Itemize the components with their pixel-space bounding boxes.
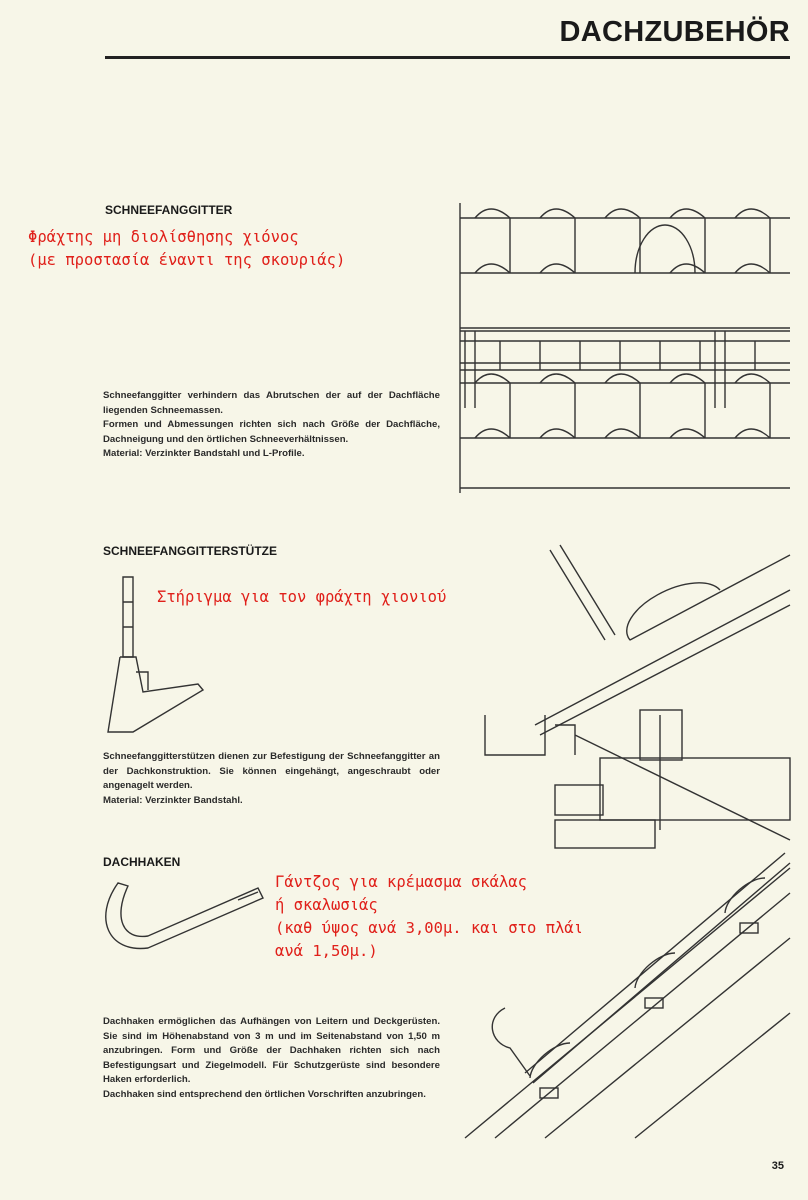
paragraph-line: Schneefanggitter verhindern das Abrutschen der auf der Dachfläche liegenden Schneemassen. (103, 390, 440, 416)
greek-line: (με προστασία έναντι της σκουριάς) (28, 251, 346, 269)
paragraph-line: Material: Verzinkter Bandstahl und L-Profile. (103, 448, 305, 459)
snow-guard-support-section-illustration (470, 530, 795, 850)
paragraph-schneefanggitter (103, 389, 440, 462)
title-rule (105, 56, 790, 59)
snow-guard-support-illustration (98, 572, 210, 740)
greek-note-1 (28, 226, 345, 272)
paragraph-line: Dachhaken sind entsprechend den örtlichen Vorschriften anzubringen. (103, 1088, 426, 1100)
paragraph-line: Schneefanggitterstützen dienen zur Befestigung der Schneefanggitter an der Dachkonstruktion. Sie können eingehängt, angeschraubt oder angenagelt werden. (103, 751, 440, 791)
paragraph-dachhaken (103, 1015, 440, 1102)
roof-hook-section-illustration (455, 848, 795, 1148)
greek-line: ή σκαλωσιάς (275, 896, 378, 914)
page-number: 35 (771, 1160, 784, 1172)
paragraph-line: Formen und Abmessungen richten sich nach Größe der Dachfläche, Dachneigung und den örtlichen Schneeverhältnissen. (103, 419, 440, 445)
page-title: DACHZUBEHÖR (559, 16, 790, 48)
paragraph-line: Material: Verzinkter Bandstahl. (103, 794, 243, 806)
greek-line: (καθ ύψος ανά 3,00μ. και στο πλάι (275, 919, 583, 937)
paragraph-schneefanggitterstuetze (103, 750, 440, 808)
paragraph-line: Dachhaken ermöglichen das Aufhängen von Leitern und Deckgerüsten. Sie sind im Höhenabstand von 3 m und im Seitenabstand von 1,50 m anzubringen. Form und Größe der Dachhaken richten sich nach Befestigungsart und Ziegelmodell. Für Schutzgerüste sind besondere Haken erforderlich. (103, 1016, 440, 1085)
snow-guard-illustration (455, 198, 795, 498)
greek-line: Φράχτης μη διολίσθησης χιόνος (28, 228, 299, 246)
greek-line: ανά 1,50μ.) (275, 942, 378, 960)
heading-schneefanggitter: SCHNEEFANGGITTER (105, 203, 233, 217)
heading-dachhaken: DACHHAKEN (103, 855, 181, 869)
greek-line: Γάντζος για κρέμασμα σκάλας (275, 873, 527, 891)
roof-hook-illustration (98, 878, 268, 958)
heading-schneefanggitterstuetze: SCHNEEFANGGITTERSTÜTZE (103, 544, 278, 558)
greek-note-2: Στήριγμα για τον φράχτη χιονιού (157, 588, 447, 606)
